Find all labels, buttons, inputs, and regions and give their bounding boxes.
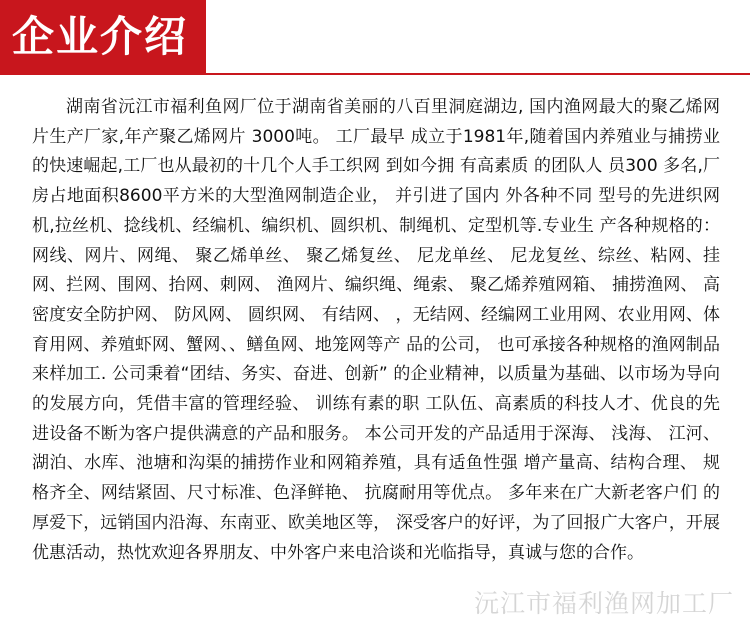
watermark-text: 沅江市福利渔网加工厂 — [473, 589, 734, 618]
title-divider-line — [206, 73, 750, 75]
section-title-banner — [0, 0, 206, 75]
section-title: 企业介绍 — [12, 12, 189, 61]
company-introduction-text: 湖南省沅江市福利鱼网厂位于湖南省美丽的八百里洞庭湖边, 国内渔网最大的聚乙烯网片生产厂家,年产聚乙烯网片 3000吨。 工厂最早 成立于1981年,随着国内养殖业与捕捞业的快速崛起,工厂也从最初的十几个人手工织网 到如今拥 有高素质 的团队人 员300 多名,厂房占地面积8600平方米的大型渔网制造企业， 并引进了国内 外各种不同 型号的先进织网机,拉丝机、捻线机、经编机、编织机、圆织机、制绳机、定型机等.专业生 产各种规格的：网线、网片、网绳、 聚乙烯单丝、 聚乙烯复丝、 尼龙单丝、 尼龙复丝、综丝、粘网、挂网、拦网、围网、抬网、刺网、 渔网片、编织绳、绳索、 聚乙烯养殖网箱、 捕捞渔网、 高密度安全防护网、 防风网、 圆织网、 有结网、 ，无结网、经编网工业用网、农业用网、体育用网、养殖虾网、蟹网、、鳝鱼网、地笼网等产 品的公司， 也可承接各种规格的渔网制品来样加工. 公司秉着“团结、务实、奋进、创新” 的企业精神，以质量为基础、以市场为导向的发展方向，凭借丰富的管理经验、 训练有素的职 工队伍、高素质的科技人才、优良的先进设备不断为客户提供满意的产品和服务。 本公司开发的产品适用于深海、 浅海、 江河、湖泊、水库、池塘和沟渠的捕捞作业和网箱养殖，具有适鱼性强 增产量高、结构合理、 规格齐全、网结紧固、尺寸标准、色泽鲜艳、 抗腐耐用等优点。 多年来在广大新老客户们 的厚爱下，远销国内沿海、东南亚、欧美地区等， 深受客户的好评，为了回报广大客户，开展优惠活动，热忱欢迎各界朋友、中外客户来电洽谈和光临指导，真诚与您的合作。 — [32, 97, 720, 563]
